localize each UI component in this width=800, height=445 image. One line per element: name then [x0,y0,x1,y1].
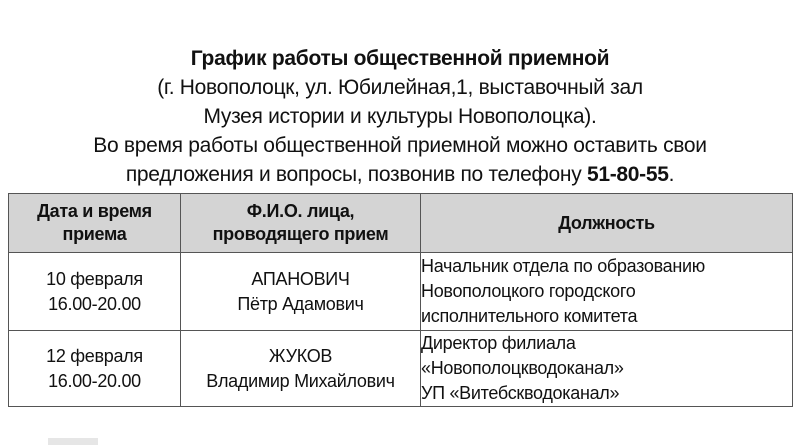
row-position-line: исполнительного комитета [421,306,638,326]
row-position-line: Директор филиала [421,333,576,353]
row-date: 10 февраля [46,268,143,289]
address-line-2: Музея истории и культуры Новополоцка). [203,105,597,128]
row-position-line: Начальник отдела по образованию [421,256,705,276]
announcement-title: График работы общественной приемной [190,47,610,70]
row-person [181,331,421,407]
row-position-line: «Новополоцкводоканал» [421,358,624,378]
row-surname: АПАНОВИЧ [251,268,350,289]
announcement-header [0,44,800,189]
row-person [181,253,421,331]
header-date-time-line-2: приема [62,224,127,244]
row-position [421,253,793,331]
row-surname: ЖУКОВ [268,345,333,366]
row-time: 16.00-20.00 [48,370,141,391]
info-line-1: Во время работы общественной приемной можно оставить свои [93,134,707,157]
info-line-2 [0,160,800,189]
reception-schedule-table [8,193,793,407]
table-header-row [9,194,793,253]
row-position-line: Новополоцкого городского [421,281,636,301]
row-date: 12 февраля [46,345,143,366]
header-person [181,194,421,253]
row-position [421,331,793,407]
row-time: 16.00-20.00 [48,293,141,314]
row-name: Пётр Адамович [237,293,364,314]
header-date-time [9,194,181,253]
row-date-time [9,253,181,331]
table-row [9,331,793,407]
row-name: Владимир Михайлович [206,370,395,391]
row-date-time [9,331,181,407]
header-position: Должность [421,194,793,253]
header-date-time-line-1: Дата и время [37,201,152,221]
phone-number: 51-80-55 [586,163,669,186]
table-row [9,253,793,331]
bottom-decorative-mark [48,438,98,445]
info-line-2-end: . [668,163,675,186]
header-person-line-1: Ф.И.О. лица, [246,201,355,221]
address-line-1: (г. Новополоцк, ул. Юбилейная,1, выставочный зал [157,76,643,99]
header-person-line-2: проводящего прием [212,224,389,244]
info-line-2-text: предложения и вопросы, позвонив по телефону [125,163,587,186]
row-position-line: УП «Витебскводоканал» [421,383,620,403]
